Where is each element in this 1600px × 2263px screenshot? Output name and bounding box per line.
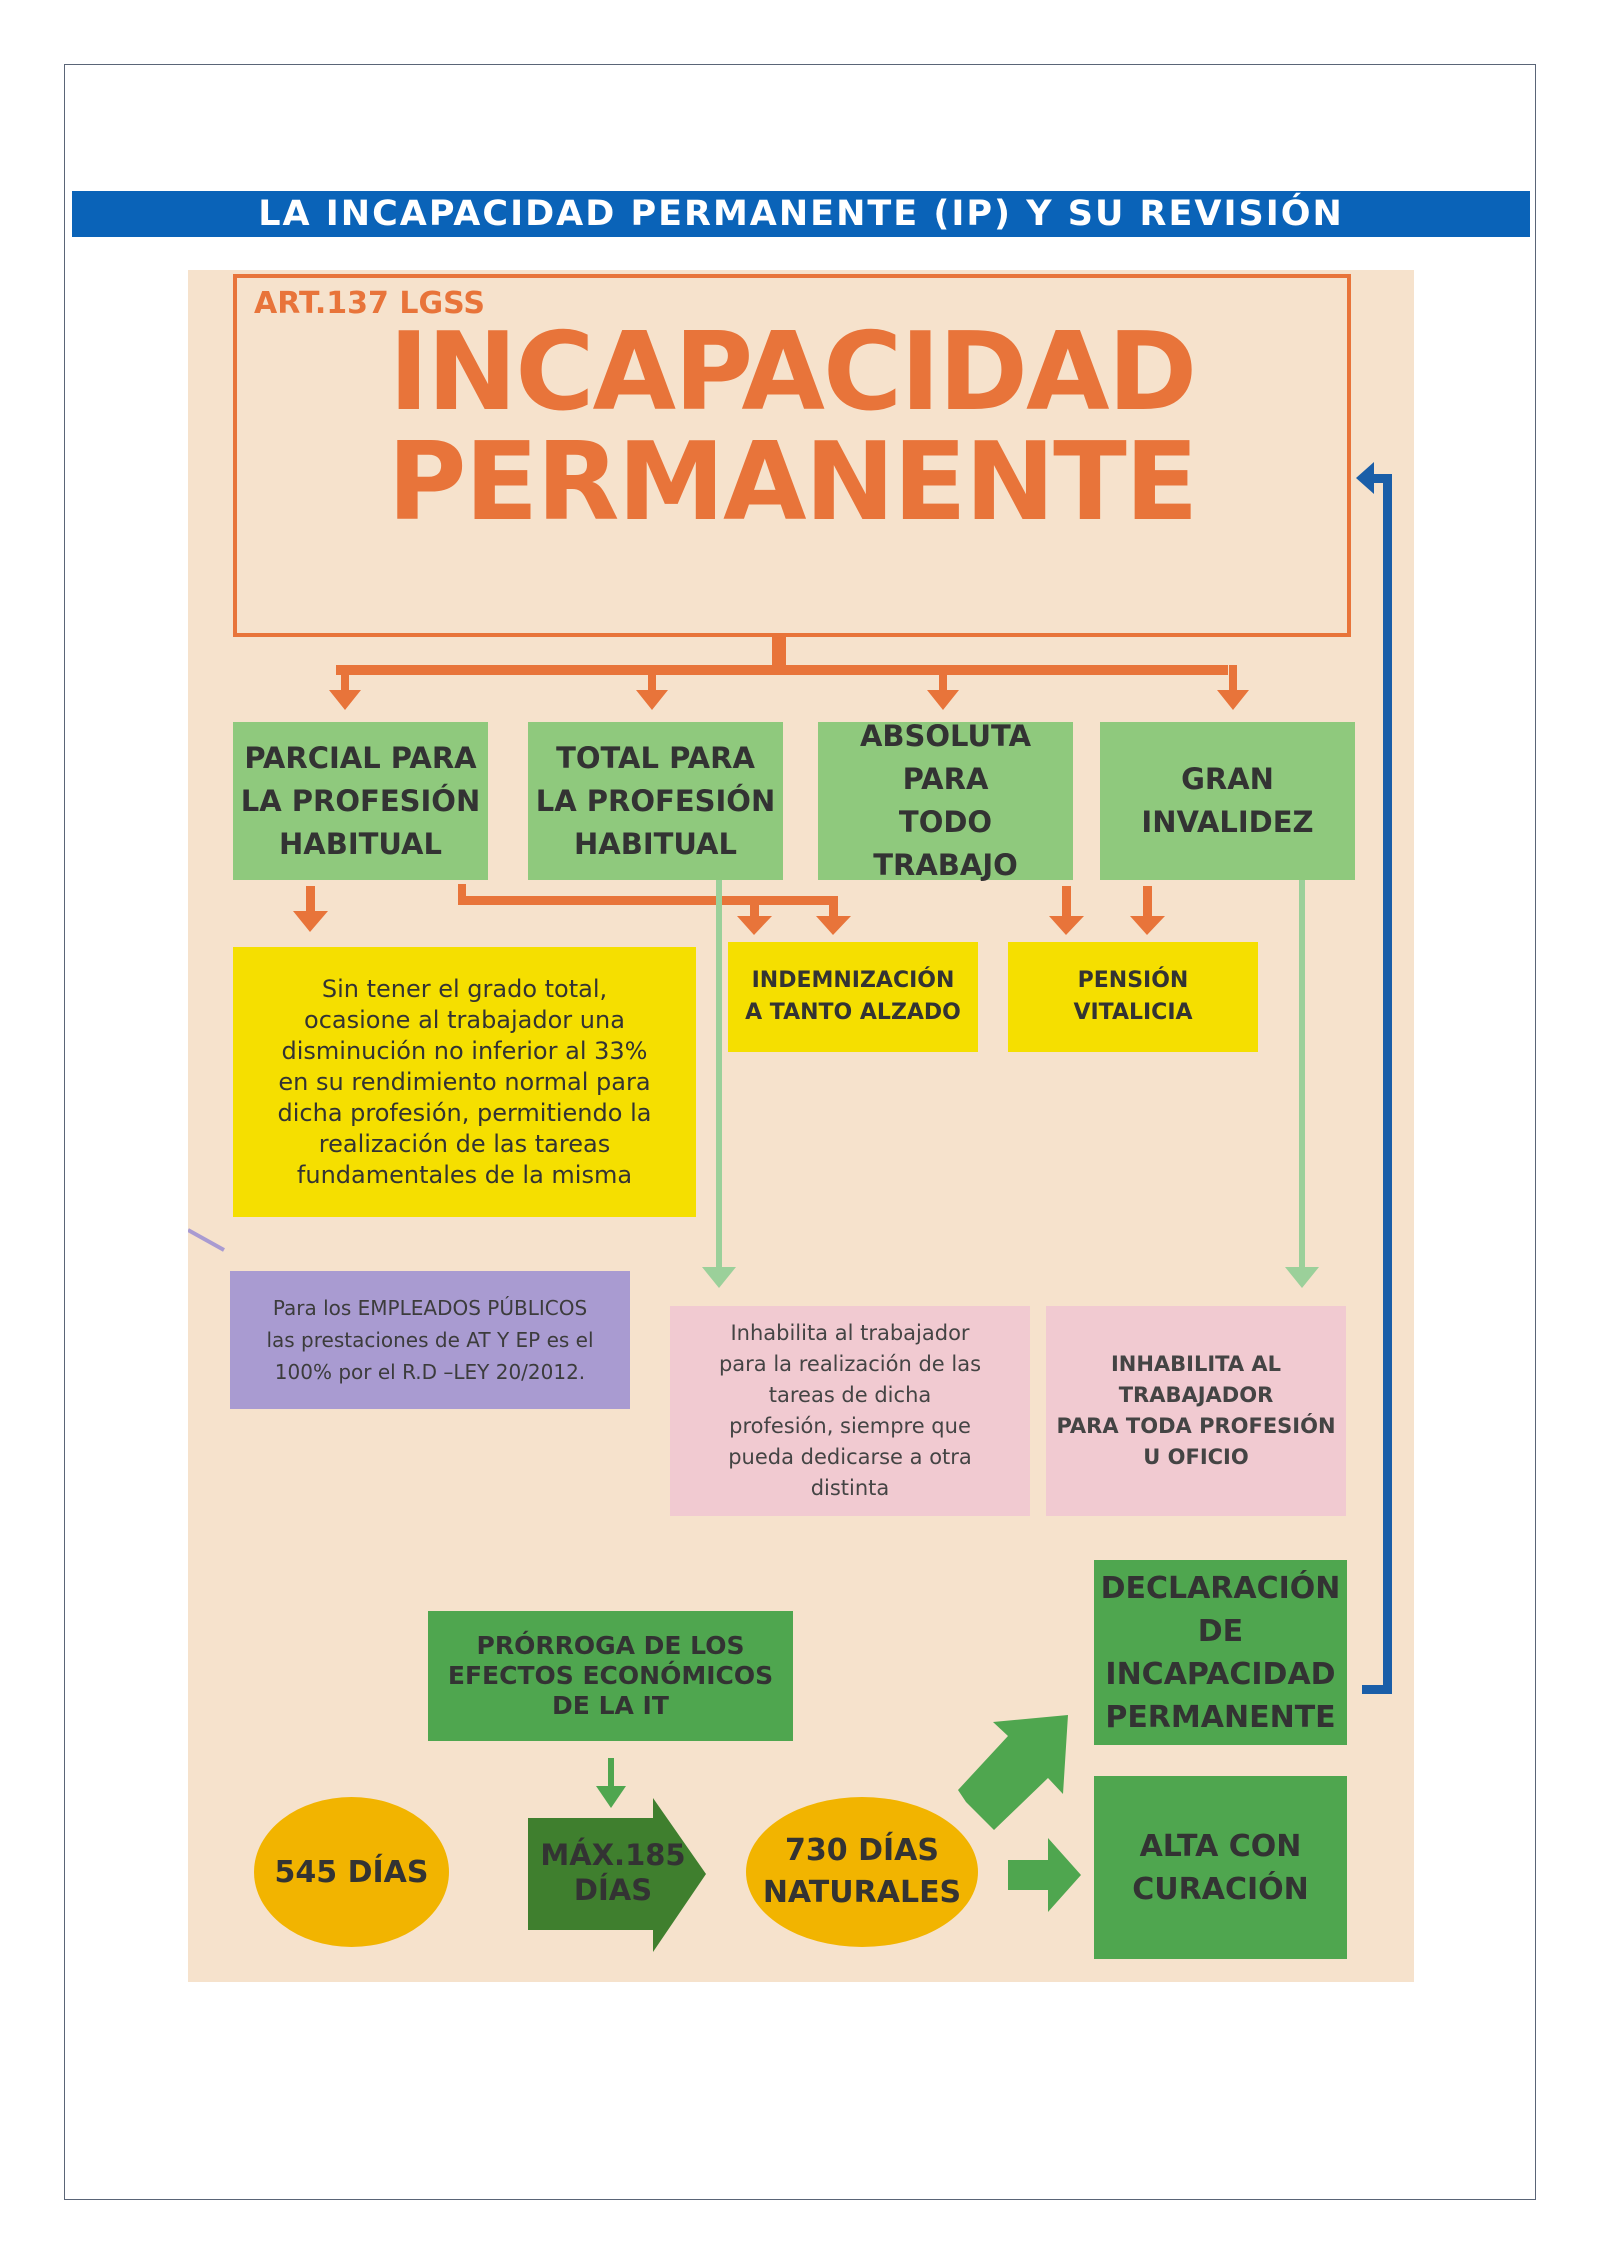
benefit-connectors	[293, 884, 1165, 935]
definition-connectors	[702, 880, 1319, 1288]
parcial-definition: Sin tener el grado total, ocasione al trabajador una disminución no inferior al 33% en su rendimiento normal para dicha profesión, permitiendo la realización de las tareas fundamentales de la misma	[233, 947, 696, 1217]
gran-invalidez-definition: INHABILITA AL TRABAJADOR PARA TODA PROFESIÓN U OFICIO	[1046, 1306, 1346, 1516]
article-reference: ART.137 LGSS	[254, 286, 485, 321]
empleados-publicos-note: Para los EMPLEADOS PÚBLICOS las prestaciones de AT Y EP es el 100% por el R.D –LEY 20/2012.	[230, 1271, 630, 1409]
pension-box: PENSIÓN VITALICIA	[1008, 942, 1258, 1052]
max-185-label-line1: MÁX.185	[540, 1838, 686, 1872]
infographic	[188, 270, 1414, 1982]
category-parcial: PARCIAL PARA LA PROFESIÓN HABITUAL	[233, 722, 488, 880]
oval-545-dias: 545 DÍAS	[254, 1797, 449, 1947]
indemnizacion-box: INDEMNIZACIÓN A TANTO ALZADO	[728, 942, 978, 1052]
category-absoluta: ABSOLUTA PARA TODO TRABAJO	[818, 722, 1073, 880]
connectors-overlay	[188, 270, 1414, 1982]
purple-pointer	[188, 1230, 224, 1250]
main-title-line2: PERMANENTE	[387, 420, 1197, 545]
declaracion-ip-box: DECLARACIÓN DE INCAPACIDAD PERMANENTE	[1094, 1560, 1347, 1745]
alta-curacion-box: ALTA CON CURACIÓN	[1094, 1776, 1347, 1959]
category-total: TOTAL PARA LA PROFESIÓN HABITUAL	[528, 722, 783, 880]
oval-730-dias: 730 DÍAS NATURALES	[746, 1797, 978, 1947]
prorroga-box: PRÓRROGA DE LOS EFECTOS ECONÓMICOS DE LA IT	[428, 1611, 793, 1741]
category-gran-invalidez: GRAN INVALIDEZ	[1100, 722, 1355, 880]
return-arrow	[1356, 462, 1392, 1694]
arrow-to-alta	[1008, 1838, 1081, 1912]
arrow-to-declaracion	[958, 1715, 1068, 1830]
tree-connector	[329, 637, 1249, 710]
max-185-label-line2: DÍAS	[573, 1873, 653, 1907]
main-title-line1: INCAPACIDAD	[388, 310, 1196, 435]
prorroga-arrow	[596, 1758, 626, 1808]
section-banner: LA INCAPACIDAD PERMANENTE (IP) Y SU REVISIÓN	[72, 191, 1530, 237]
total-definition: Inhabilita al trabajador para la realización de las tareas de dicha profesión, siempre que pueda dedicarse a otra distinta	[670, 1306, 1030, 1516]
